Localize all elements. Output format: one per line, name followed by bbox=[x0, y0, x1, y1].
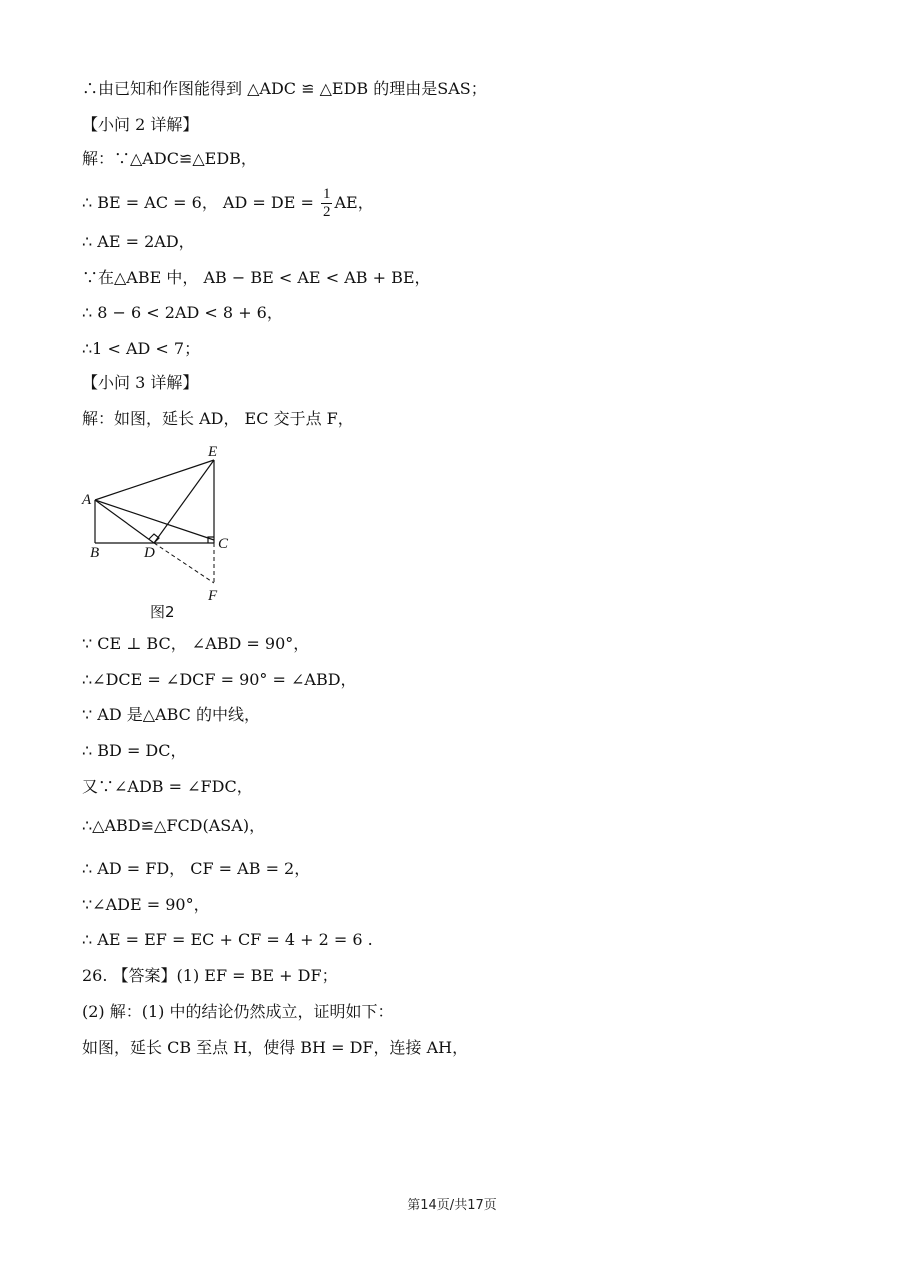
text-line-19: ∴ AE = EF = EC + CF = 4 + 2 = 6 . bbox=[82, 930, 373, 949]
point-label-F: F bbox=[208, 588, 218, 604]
figure-solid-lines bbox=[95, 460, 214, 543]
answer-26-line: 26. 【答案】(1) EF = BE + DF； bbox=[82, 966, 338, 985]
text-line-7: ∴ 8 − 6 < 2AD < 8 + 6， bbox=[82, 303, 283, 322]
point-label-B: B bbox=[90, 545, 100, 561]
segment-DF bbox=[154, 543, 214, 583]
point-label-D: D bbox=[144, 545, 155, 561]
point-label-C: C bbox=[218, 536, 229, 552]
section-heading-part3: 【小问 3 详解】 bbox=[82, 373, 199, 392]
text-line-14: ∴ BD = DC， bbox=[82, 741, 187, 760]
point-label-E: E bbox=[208, 444, 218, 460]
fraction-one-half bbox=[321, 186, 333, 221]
text-line-11: ∵ CE ⊥ BC， ∠ABD = 90°， bbox=[82, 634, 310, 653]
text-line-18: ∵∠ADE = 90°， bbox=[82, 895, 210, 914]
text-line-5: ∴ AE = 2AD， bbox=[82, 232, 195, 251]
figure-dashed-lines bbox=[154, 543, 214, 583]
fraction-numerator: 1 bbox=[322, 186, 331, 202]
text-line-4 bbox=[82, 186, 374, 221]
text-line-15: 又∵∠ADB = ∠FDC， bbox=[82, 777, 253, 796]
page-footer: 第14页/共17页 bbox=[407, 1198, 497, 1213]
text-line-4-part-a: ∴ BE = AC = 6， AD = DE = bbox=[82, 193, 319, 212]
text-line-22: 如图，延长 CB 至点 H，使得 BH = DF，连接 AH， bbox=[82, 1038, 469, 1057]
text-line-17: ∴ AD = FD， CF = AB = 2， bbox=[82, 859, 311, 878]
text-line-16: ∴△ABD≌△FCD(ASA)， bbox=[82, 816, 266, 835]
text-line-13: ∵ AD 是△ABC 的中线， bbox=[82, 705, 260, 724]
text-line-21: (2) 解：(1) 中的结论仍然成立，证明如下： bbox=[82, 1002, 394, 1021]
text-line-10: 解：如图，延长 AD， EC 交于点 F， bbox=[82, 409, 354, 428]
figure-caption: 图2 bbox=[150, 603, 175, 621]
text-line-3: 解：∵△ADC≌△EDB， bbox=[82, 149, 257, 168]
text-line-1: ∴由已知和作图能得到 △ADC ≌ △EDB 的理由是SAS； bbox=[82, 79, 487, 98]
segment-AD bbox=[95, 500, 154, 543]
text-line-8: ∴1 < AD < 7； bbox=[82, 339, 201, 358]
point-label-A: A bbox=[82, 492, 92, 508]
text-line-4-part-b: AE， bbox=[334, 193, 374, 212]
fraction-denominator: 2 bbox=[322, 204, 331, 220]
text-line-12: ∴∠DCE = ∠DCF = 90° = ∠ABD， bbox=[82, 670, 357, 689]
geometry-figure bbox=[80, 440, 240, 625]
segment-AE bbox=[95, 460, 214, 500]
text-line-6: ∵在△ABE 中， AB − BE < AE < AB + BE， bbox=[82, 268, 431, 287]
section-heading-part2: 【小问 2 详解】 bbox=[82, 115, 199, 134]
segment-DE bbox=[154, 460, 214, 543]
